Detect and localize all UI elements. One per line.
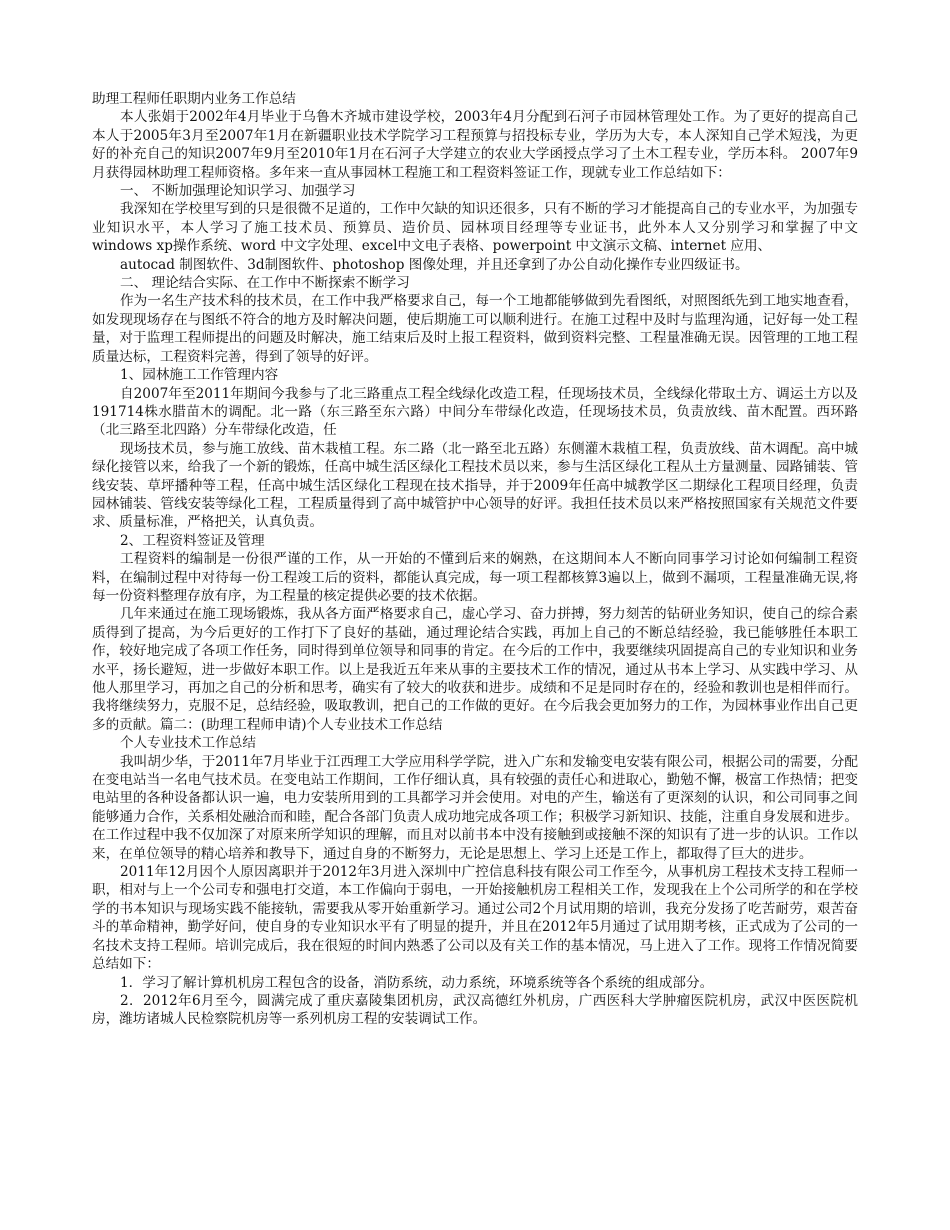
paragraph: 作为一名生产技术科的技术员，在工作中我严格要求自己，每一个工地都能够做到先看图纸，对照图纸先到工地实地查看，如发现现场存在与图纸不符合的地方及时解决问题，使后期施工可以顺利进行。在施工过程中及时与监理沟通，记好每一处工程量，对于监理工程师提出的问题及时解决，施工结束后及时上报工程资料，做到资料完整、工程量准确无误。因管理的工地工程质量达标，工程资料完善，得到了领导的好评。 <box>92 293 858 365</box>
document-body <box>92 90 858 1029</box>
paragraph: 几年来通过在施工现场锻炼，我从各方面严格要求自己，虚心学习、奋力拼搏，努力刻苦的钻研业务知识，使自己的综合素质得到了提高，为今后更好的工作打下了良好的基础，通过理论结合实践，再加上自己的不断总结经验，我已能够胜任本职工作，较好地完成了各项工作任务，同时得到单位领导和同事的肯定。在今后的工作中，我要继续巩固提高自己的专业知识和业务水平，扬长避短，进一步做好本职工作。以上是我近五年来从事的主要技术工作的情况，通过从书本上学习、从实践中学习、从他人那里学习，再加之自己的分析和思考，确实有了较大的收获和进步。成绩和不足是同时存在的，经验和教训也是相伴而行。我将继续努力，克服不足，总结经验，吸取教训，把自己的工作做的更好。在今后我会更加努力的工作，为园林事业作出自己更多的贡献。篇二：(助理工程师申请)个人专业技术工作总结 <box>92 606 858 733</box>
paragraph: 二、 理论结合实际、在工作中不断探索不断学习 <box>120 275 410 292</box>
paragraph: 2011年12月因个人原因离职并于2012年3月进入深圳中广控信息科技有限公司工作至今，从事机房工程技术支持工程师一职，相对与上一个公司专和强电打交道，本工作偏向于弱电，一开始接触机房工程相关工作，发现我在上个公司所学的和在学校学的书本知识与现场实践不能接轨，需要我从零开始重新学习。通过公司2个月试用期的培训，我充分发扬了吃苦耐劳，艰苦奋斗的革命精神，勤学好问，使自身的专业知识水平有了明显的提升，并且在2012年5月通过了试用期考核，正式成为了公司的一名技术支持工程师。培训完成后，我在很短的时间内熟悉了公司以及有关工作的基本情况，马上进入了工作。现将工作情况简要总结如下： <box>92 864 858 973</box>
paragraph: 我叫胡少华，于2011年7月毕业于江西理工大学应用科学学院，进入广东和发输变电安装有限公司，根据公司的需要，分配在变电站当一名电气技术员。在变电站工作期间，工作仔细认真，具有较强的责任心和进取心，勤勉不懈，极富工作热情；把变电站里的各种设备都认识一遍，电力安装所用到的工具都学习并会使用。对电的产生，输送有了更深刻的认识，和公司同事之间能够通力合作，关系相处融洽而和睦，配合各部门负责人成功地完成各项工作；积极学习新知识、技能，注重自身发展和进步。在工作过程中我不仅加深了对原来所学知识的理解，而且对以前书本中没有接触到或接触不深的知识有了进一步的认识。工作以来，在单位领导的精心培养和教导下，通过自身的不断努力，无论是思想上、学习上还是工作上，都取得了巨大的进步。 <box>92 753 858 862</box>
paragraph: autocad 制图软件、3d制图软件、photoshop 图像处理，并且还拿到了办公自动化操作专业四级证书。 <box>120 256 749 273</box>
paragraph: 2、工程资料签证及管理 <box>120 532 265 549</box>
paragraph: 本人张娟于2002年4月毕业于乌鲁木齐城市建设学校，2003年4月分配到石河子市园林管理处工作。为了更好的提高自己本人于2005年3月至2007年1月在新疆职业技术学院学习工程预算与招投标专业，学历为大专，本人深知自己学术短浅，为更好的补充自己的知识2007年9月至2010年1月在石河子大学建立的农业大学函授点学习了土木工程专业，学历本科。 2007年9月获得园林助理工程师资格。多年来一直从事园林工程施工和工程资料签证工作，现就专业工作总结如下： <box>92 109 858 181</box>
paragraph: 我深知在学校里写到的只是很微不足道的，工作中欠缺的知识还很多，只有不断的学习才能提高自己的专业水平，为加强专业知识水平，本人学习了施工技术员、预算员、造价员、园林项目经理等专业证书，此外本人又分别学习和掌握了中文windows xp操作系统、word 中文字处理、excel中文电子表格、powerpoint 中文演示文稿、internet 应用、 <box>92 201 858 255</box>
paragraph: 现场技术员，参与施工放线、苗木栽植工程。东二路（北一路至北五路）东侧灌木栽植工程，负责放线、苗木调配。高中城绿化接管以来，给我了一个新的锻炼，任高中城生活区绿化工程技术员以来，参与生活区绿化工程从土方量测量、园路铺装、管线安装、草坪播种等工程，任高中城生活区绿化工程现在技术指导，并于2009年任高中城教学区二期绿化工程项目经理，负责园林铺装、管线安装等绿化工程，工程质量得到了高中城管护中心领导的好评。我担任技术员以来严格按照国家有关规范文件要求、质量标准，严格把关，认真负责。 <box>92 440 858 531</box>
paragraph: 工程资料的编制是一份很严谨的工作，从一开始的不懂到后来的娴熟，在这期间本人不断向同事学习讨论如何编制工程资料，在编制过程中对待每一份工程竣工后的资料，都能认真完成，每一项工程都核算3遍以上，做到不漏项，工程量准确无误,将每一份资料整理存放有序，为工程量的核定提供必要的技术依据。 <box>92 551 858 604</box>
document-title: 助理工程师任职期内业务工作总结 <box>92 91 296 107</box>
paragraph: 一、 不断加强理论知识学习、加强学习 <box>120 183 356 200</box>
paragraph: 1．学习了解计算机机房工程包含的设备，消防系统，动力系统，环境系统等各个系统的组成部分。 <box>120 974 714 991</box>
paragraph: 个人专业技术工作总结 <box>120 735 256 752</box>
paragraph: 2．2012年6月至今，圆满完成了重庆嘉陵集团机房，武汉高德红外机房，广西医科大学肿瘤医院机房，武汉中医医院机房，潍坊诸城人民检察院机房等一系列机房工程的安装调试工作。 <box>92 992 858 1028</box>
paragraph: 自2007年至2011年期间今我参与了北三路重点工程全线绿化改造工程，任现场技术员，全线绿化带取土方、调运土方以及191714株水腊苗木的调配。北一路（东三路至东六路）中间分车带绿化改造，任现场技术员，负责放线、苗木配置。西环路（北三路至北四路）分车带绿化改造，任 <box>92 385 858 439</box>
paragraph: 1、园林施工工作管理内容 <box>120 367 279 384</box>
